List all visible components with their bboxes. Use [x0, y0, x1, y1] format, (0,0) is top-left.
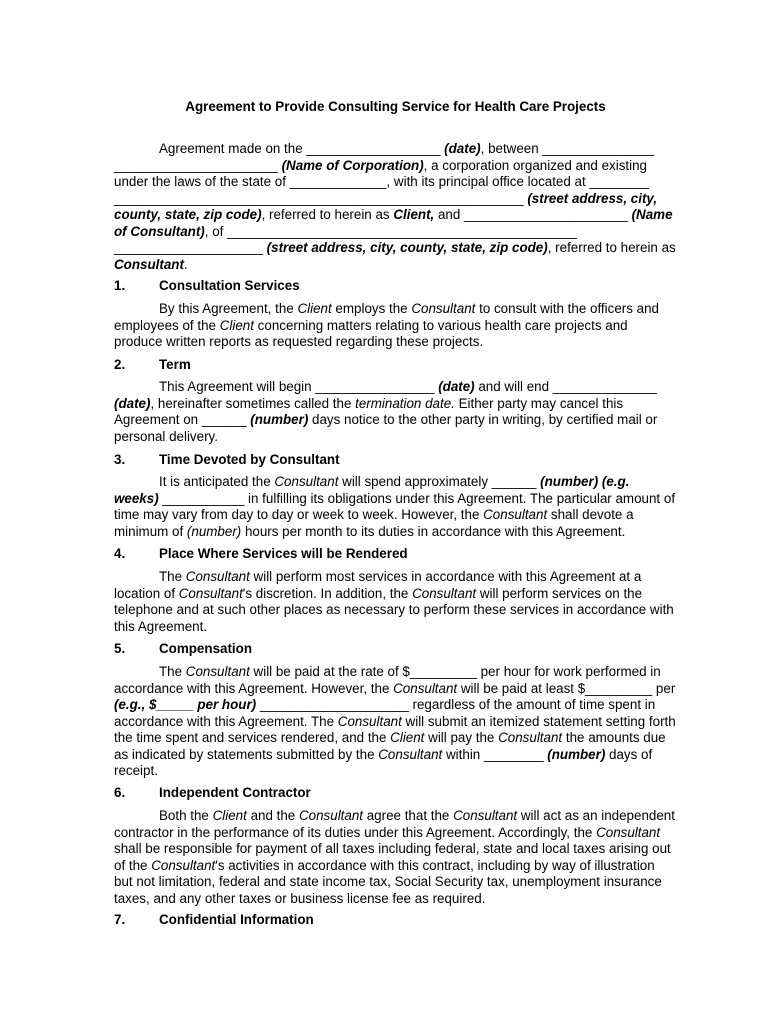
emphasis-text: (date): [444, 141, 481, 156]
italic-text: Consultant: [393, 680, 458, 696]
body-text: will be paid at least $_________ per: [457, 680, 676, 696]
section-title: Place Where Services will be Rendered: [159, 546, 408, 561]
section-heading: [114, 278, 300, 295]
body-text: shall be responsible for payment of all taxes including federal, state and local taxes arising out of the: [114, 841, 671, 873]
italic-text: Client: [390, 730, 425, 745]
body-text: agree that the: [363, 808, 454, 823]
italic-text: Consultant: [337, 713, 402, 729]
body-text: .: [183, 256, 188, 272]
body-text: and ______________________: [434, 207, 632, 222]
section-number: 1.: [114, 278, 126, 293]
emphasis-text: (number) (e.g. weeks): [114, 474, 630, 506]
body-text: This Agreement will begin ________________: [159, 379, 439, 394]
body-text: will be paid at the rate of $_________ per hour for work performed in accordance with this Agreement. However, the: [114, 664, 661, 696]
body-text: , between _______________ ______________________: [114, 141, 655, 173]
body-text: The: [159, 569, 186, 584]
section-heading: [114, 546, 408, 563]
section-text: [114, 474, 677, 540]
document-title: Agreement to Provide Consulting Service for Health Care Projects: [185, 99, 606, 114]
body-text: will spend approximately ______: [338, 474, 541, 489]
body-text: ____________________ regardless of the amount of time spent in accordance with this Agreement. The: [114, 697, 656, 729]
italic-text: (number): [186, 523, 242, 539]
body-text: Either party may cancel this Agreement on ______: [114, 395, 624, 427]
body-text: to consult with the officers and employees of the: [114, 301, 659, 333]
emphasis-text: (Name of Consultant): [114, 207, 673, 239]
italic-text: Consultant: [298, 808, 364, 823]
section-heading: [114, 452, 340, 469]
body-text: will act as an independent contractor in the performance of its duties under this Agreement. Accordingly, the: [114, 808, 675, 840]
italic-text: Consultant: [378, 746, 443, 762]
emphasis-text: (number): [547, 746, 606, 762]
section-number: 4.: [114, 546, 126, 561]
section-number: 5.: [114, 641, 126, 656]
section-text: [114, 379, 677, 445]
body-text: and the: [246, 808, 299, 823]
body-text: Both the: [159, 808, 213, 823]
body-text: It is anticipated the: [159, 474, 275, 489]
body-text: will pay the: [424, 730, 499, 745]
body-text: will perform services on the telephone and at such other places as necessary to perform these services in accordance with this Agreement.: [114, 585, 674, 634]
section-number: 2.: [114, 357, 126, 372]
emphasis-text: (e.g., $_____ per hour): [114, 697, 257, 712]
intro-text: [114, 141, 677, 273]
section-title: Term: [159, 357, 191, 372]
section-title: Independent Contractor: [159, 785, 311, 800]
body-text: will perform most services in accordance with this Agreement at a location of: [114, 569, 642, 601]
body-text: , referred to herein as: [547, 240, 676, 255]
italic-text: Consultant: [411, 301, 476, 316]
body-text: , referred to herein as: [261, 207, 394, 222]
emphasis-text: (number): [250, 412, 309, 427]
section-heading: [114, 785, 311, 802]
body-text: and will end ______________: [474, 379, 658, 394]
section-title: Confidential Information: [159, 912, 314, 927]
section-text: [114, 664, 677, 780]
emphasis-text: Consultant: [114, 256, 184, 272]
section-body: [114, 474, 677, 540]
section-heading: [114, 912, 314, 929]
italic-text: Consultant: [185, 569, 250, 584]
body-text: The: [159, 664, 186, 679]
emphasis-text: (street address, city, county, state, zip code): [266, 240, 548, 255]
body-text: , a corporation organized and existing under the laws of the state of _____________, with its principal office located at ________ _______________________________________________________: [114, 157, 650, 206]
body-text: Agreement made on the __________________: [159, 141, 445, 156]
italic-text: Consultant: [483, 507, 548, 522]
section-body: [114, 301, 677, 351]
emphasis-text: (Name of Corporation): [281, 157, 424, 173]
section-text: [114, 808, 677, 907]
emphasis-text: (street address, city, county, state, zip code): [114, 190, 658, 222]
body-text: 's discretion. In addition, the: [242, 585, 413, 601]
italic-text: Client: [212, 808, 247, 823]
body-text: 's activities in accordance with this contract, including by way of illustration but not limitation, federal and state income tax, Social Security tax, unemployment insurance taxes, and any other taxes or business license fee as required.: [114, 857, 662, 906]
body-text: within ________: [442, 746, 548, 762]
section-heading: [114, 641, 252, 658]
italic-text: Client: [297, 301, 332, 316]
italic-text: termination date.: [355, 395, 455, 411]
section-title: Consultation Services: [159, 278, 300, 293]
body-text: the amounts due as indicated by statements submitted by the: [114, 730, 666, 762]
italic-text: Consultant: [596, 824, 661, 840]
body-text: will submit an itemized statement setting forth the time spent and services rendered, and the: [114, 713, 676, 745]
body-text: ___________ in fulfilling its obligations under this Agreement. The particular amount of time may vary from day to day or week to week. However, the: [114, 490, 676, 522]
italic-text: Consultant: [151, 857, 216, 873]
section-body: [114, 808, 677, 907]
section-number: 3.: [114, 452, 126, 467]
section-heading: [114, 357, 191, 374]
intro-paragraph: [114, 141, 677, 273]
body-text: hours per month to its duties in accordance with this Agreement.: [241, 523, 626, 539]
italic-text: Consultant: [412, 585, 477, 601]
section-body: [114, 569, 677, 635]
section-body: [114, 664, 677, 780]
section-body: [114, 379, 677, 445]
section-text: [114, 569, 677, 635]
body-text: days of receipt.: [114, 746, 653, 778]
emphasis-text: Client,: [393, 207, 435, 222]
body-text: By this Agreement, the: [159, 301, 298, 316]
italic-text: Consultant: [498, 730, 563, 745]
body-text: , of _______________________________________________ ____________________: [114, 223, 578, 255]
emphasis-text: (date): [114, 395, 151, 411]
body-text: employs the: [331, 301, 412, 316]
section-number: 7.: [114, 912, 126, 927]
italic-text: Consultant: [274, 474, 339, 489]
section-text: [114, 301, 677, 351]
section-number: 6.: [114, 785, 126, 800]
body-text: days notice to the other party in writing, by certified mail or personal delivery.: [114, 412, 658, 444]
section-title: Time Devoted by Consultant: [159, 452, 340, 467]
body-text: , hereinafter sometimes called the: [150, 395, 356, 411]
emphasis-text: (date): [438, 379, 475, 394]
italic-text: Consultant: [178, 585, 243, 601]
italic-text: Client: [219, 317, 254, 333]
section-title: Compensation: [159, 641, 252, 656]
body-text: shall devote a minimum of: [114, 507, 634, 539]
body-text: concerning matters relating to various health care projects and produce written reports as requested regarding these projects.: [114, 317, 628, 349]
italic-text: Consultant: [453, 808, 518, 823]
italic-text: Consultant: [185, 664, 250, 679]
